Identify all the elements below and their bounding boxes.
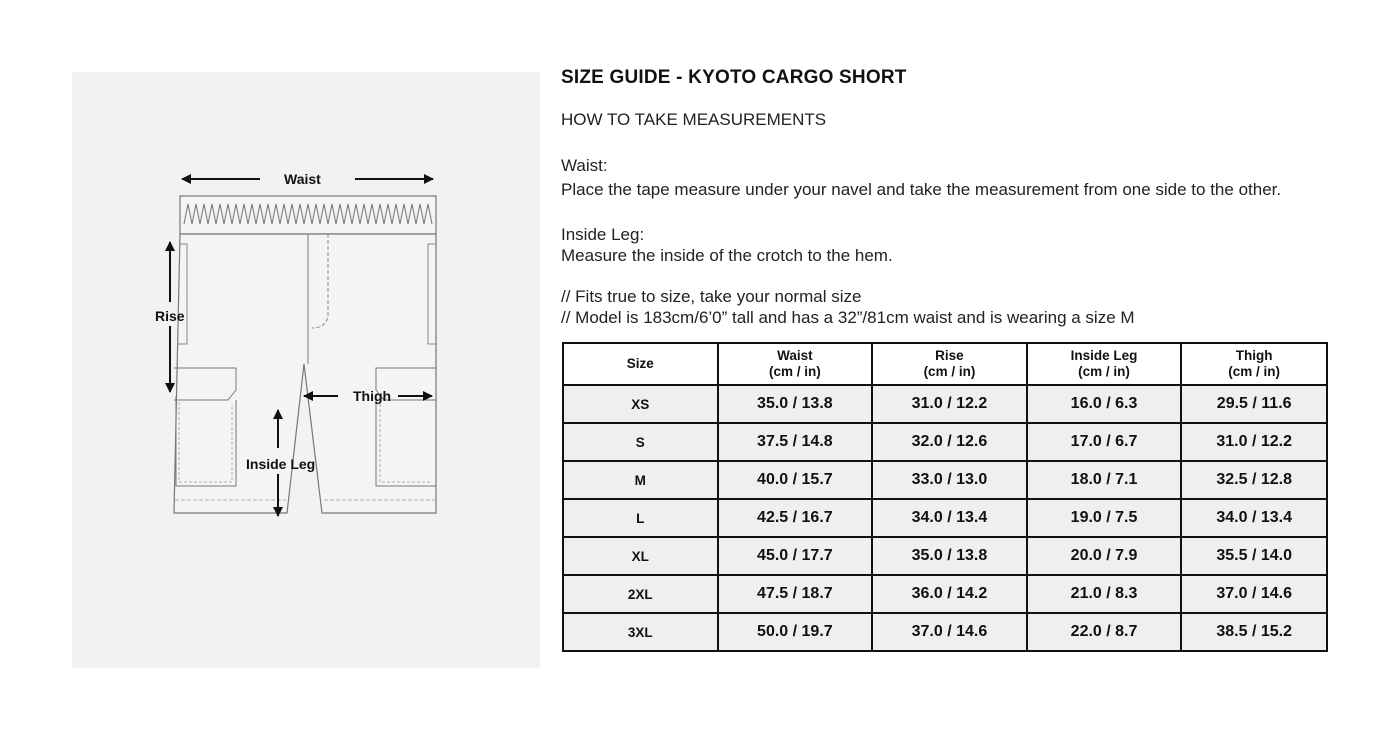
size-cell: S [563, 423, 718, 461]
size-cell: M [563, 461, 718, 499]
shorts-diagram-panel [72, 72, 540, 668]
how-to-heading: HOW TO TAKE MEASUREMENTS [561, 110, 827, 129]
thigh-label: Thigh [353, 388, 392, 404]
model-note: // Model is 183cm/6’0” tall and has a 32”/81cm waist and is wearing a size M [561, 308, 1135, 327]
thigh-cell: 31.0 / 12.2 [1181, 423, 1327, 461]
waist-heading: Waist: [561, 156, 608, 175]
fit-note: // Fits true to size, take your normal size [561, 287, 862, 306]
size-cell: 3XL [563, 613, 718, 651]
thigh-cell: 37.0 / 14.6 [1181, 575, 1327, 613]
inside-leg-heading: Inside Leg: [561, 225, 645, 244]
waist-cell: 50.0 / 19.7 [718, 613, 873, 651]
thigh-cell: 34.0 / 13.4 [1181, 499, 1327, 537]
waist-cell: 35.0 / 13.8 [718, 385, 873, 423]
inside-leg-cell: 17.0 / 6.7 [1027, 423, 1182, 461]
table-header-row [563, 343, 1327, 385]
rise-cell: 33.0 / 13.0 [872, 461, 1027, 499]
inside-leg-cell: 21.0 / 8.3 [1027, 575, 1182, 613]
thigh-cell: 38.5 / 15.2 [1181, 613, 1327, 651]
size-cell: 2XL [563, 575, 718, 613]
page-title: SIZE GUIDE - KYOTO CARGO SHORT [561, 67, 907, 88]
rise-cell: 37.0 / 14.6 [872, 613, 1027, 651]
waist-cell: 37.5 / 14.8 [718, 423, 873, 461]
waist-description: Place the tape measure under your navel and take the measurement from one side to the other. [561, 180, 1282, 199]
inside-leg-label: Inside Leg [246, 456, 316, 472]
size-cell: XL [563, 537, 718, 575]
shorts-technical-drawing [72, 72, 540, 668]
header-thigh: Thigh (cm / in) [1181, 343, 1327, 385]
rise-cell: 35.0 / 13.8 [872, 537, 1027, 575]
waist-cell: 40.0 / 15.7 [718, 461, 873, 499]
waist-cell: 45.0 / 17.7 [718, 537, 873, 575]
rise-cell: 31.0 / 12.2 [872, 385, 1027, 423]
waist-cell: 42.5 / 16.7 [718, 499, 873, 537]
rise-label: Rise [155, 308, 185, 324]
header-size: Size [563, 343, 718, 385]
waistband [180, 196, 436, 234]
thigh-cell: 35.5 / 14.0 [1181, 537, 1327, 575]
rise-cell: 34.0 / 13.4 [872, 499, 1027, 537]
size-cell: XS [563, 385, 718, 423]
inside-leg-description: Measure the inside of the crotch to the hem. [561, 246, 893, 265]
waist-label: Waist [284, 171, 321, 187]
size-table [562, 342, 1328, 652]
table-row [563, 423, 1327, 461]
inside-leg-cell: 18.0 / 7.1 [1027, 461, 1182, 499]
table-row [563, 613, 1327, 651]
header-inside-leg: Inside Leg (cm / in) [1027, 343, 1182, 385]
waist-cell: 47.5 / 18.7 [718, 575, 873, 613]
thigh-cell: 32.5 / 12.8 [1181, 461, 1327, 499]
rise-cell: 32.0 / 12.6 [872, 423, 1027, 461]
inside-leg-cell: 16.0 / 6.3 [1027, 385, 1182, 423]
header-rise: Rise (cm / in) [872, 343, 1027, 385]
inside-leg-cell: 22.0 / 8.7 [1027, 613, 1182, 651]
rise-cell: 36.0 / 14.2 [872, 575, 1027, 613]
thigh-cell: 29.5 / 11.6 [1181, 385, 1327, 423]
inside-leg-cell: 20.0 / 7.9 [1027, 537, 1182, 575]
header-waist: Waist (cm / in) [718, 343, 873, 385]
table-row [563, 461, 1327, 499]
table-row [563, 537, 1327, 575]
inside-leg-cell: 19.0 / 7.5 [1027, 499, 1182, 537]
size-guide-info [561, 66, 1341, 327]
table-row [563, 575, 1327, 613]
size-cell: L [563, 499, 718, 537]
table-row [563, 499, 1327, 537]
table-row [563, 385, 1327, 423]
